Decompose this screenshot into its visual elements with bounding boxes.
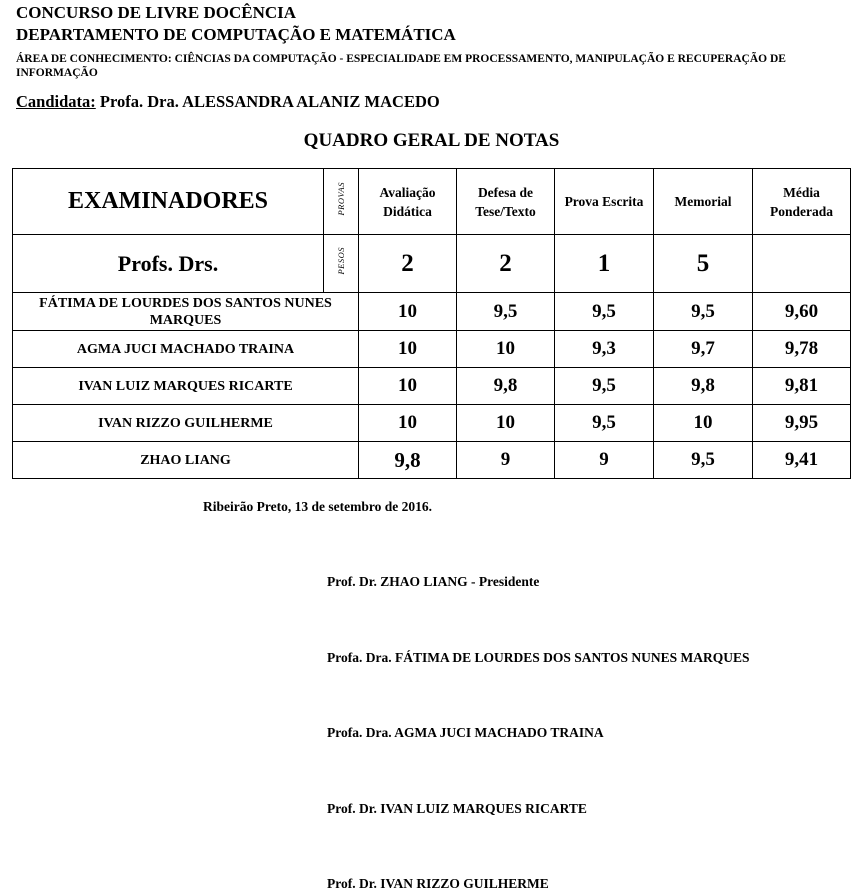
provas-vertical-label: PROVAS [324, 169, 359, 235]
average-cell: 9,81 [753, 368, 851, 405]
column-header: Memorial [654, 169, 753, 235]
examiner-name: AGMA JUCI MACHADO TRAINA [13, 331, 359, 368]
candidate-label: Candidata: [16, 92, 96, 111]
column-header: Média Ponderada [753, 169, 851, 235]
grade-cell: 9,8 [654, 368, 753, 405]
weight-cell: 2 [457, 235, 555, 293]
weight-cell: 5 [654, 235, 753, 293]
weight-cell: 1 [555, 235, 654, 293]
grade-cell: 9,3 [555, 331, 654, 368]
grade-cell: 10 [457, 405, 555, 442]
contest-title: CONCURSO DE LIVRE DOCÊNCIA [16, 3, 297, 22]
department-title: DEPARTAMENTO DE COMPUTAÇÃO E MATEMÁTICA [16, 25, 456, 44]
signature-line: Prof. Dr. ZHAO LIANG - Presidente [327, 574, 540, 589]
signature-line: Prof. Dr. IVAN LUIZ MARQUES RICARTE [327, 801, 587, 816]
grade-cell: 10 [359, 405, 457, 442]
column-header: Defesa de Tese/Texto [457, 169, 555, 235]
weight-cell [753, 235, 851, 293]
table-row [13, 405, 851, 442]
examiner-name: FÁTIMA DE LOURDES DOS SANTOS NUNES MARQUES [13, 293, 359, 331]
table-row [13, 442, 851, 479]
grade-cell: 9 [457, 442, 555, 479]
examiner-name: IVAN LUIZ MARQUES RICARTE [13, 368, 359, 405]
examiner-name: ZHAO LIANG [13, 442, 359, 479]
weight-cell: 2 [359, 235, 457, 293]
signature-line: Profa. Dra. FÁTIMA DE LOURDES DOS SANTOS NUNES MARQUES [327, 650, 750, 665]
grade-cell: 9 [555, 442, 654, 479]
weights-row [13, 235, 851, 293]
grade-cell: 9,8 [457, 368, 555, 405]
grade-cell: 10 [359, 368, 457, 405]
average-cell: 9,95 [753, 405, 851, 442]
grade-cell: 10 [359, 331, 457, 368]
grade-cell: 9,5 [457, 293, 555, 331]
average-cell: 9,41 [753, 442, 851, 479]
table-row [13, 368, 851, 405]
grades-table [12, 168, 851, 479]
table-title: QUADRO GERAL DE NOTAS [303, 130, 560, 151]
signature-line: Prof. Dr. IVAN RIZZO GUILHERME [327, 876, 549, 891]
grade-cell: 9,5 [555, 293, 654, 331]
grade-cell: 9,5 [654, 293, 753, 331]
signature-line: Profa. Dra. AGMA JUCI MACHADO TRAINA [327, 725, 604, 740]
candidate-line [16, 92, 440, 112]
grade-cell: 9,5 [555, 405, 654, 442]
knowledge-area: ÁREA DE CONHECIMENTO: CIÊNCIAS DA COMPUTAÇÃO - ESPECIALIDADE EM PROCESSAMENTO, MANIPULAÇÃO E RECUPERAÇÃO DE INFORMAÇÃO [16, 53, 786, 79]
candidate-name: Profa. Dra. ALESSANDRA ALANIZ MACEDO [99, 92, 440, 111]
grade-cell: 10 [359, 293, 457, 331]
average-cell: 9,60 [753, 293, 851, 331]
column-header: Prova Escrita [555, 169, 654, 235]
grade-cell: 9,5 [654, 442, 753, 479]
column-header: Avaliação Didática [359, 169, 457, 235]
examiner-name: IVAN RIZZO GUILHERME [13, 405, 359, 442]
grade-cell: 9,5 [555, 368, 654, 405]
grade-cell: 9,7 [654, 331, 753, 368]
table-header-row [13, 169, 851, 235]
profs-label: Profs. Drs. [13, 235, 324, 293]
pesos-vertical-label: PESOS [324, 235, 359, 293]
grade-cell: 9,8 [359, 442, 457, 479]
examiners-header: EXAMINADORES [13, 169, 324, 235]
table-row [13, 293, 851, 331]
average-cell: 9,78 [753, 331, 851, 368]
grade-cell: 10 [457, 331, 555, 368]
table-row [13, 331, 851, 368]
place-date: Ribeirão Preto, 13 de setembro de 2016. [203, 499, 432, 514]
grade-cell: 10 [654, 405, 753, 442]
